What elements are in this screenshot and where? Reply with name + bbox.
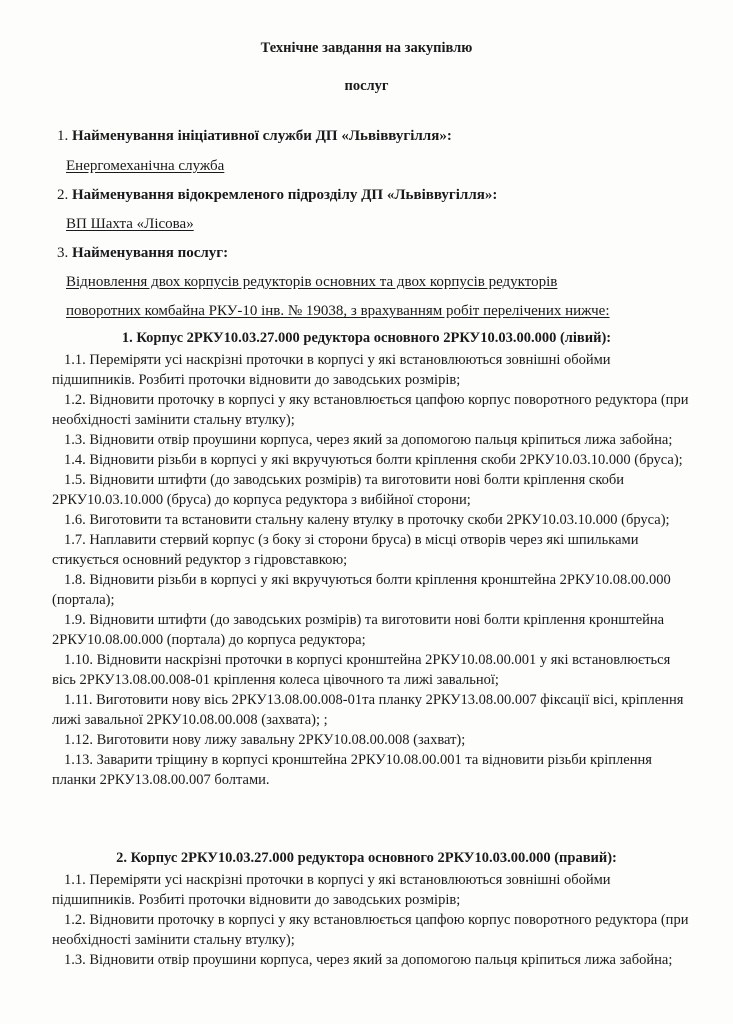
- part-2-item-1-3: 1.3. Відновити отвір проушини корпуса, через який за допомогою пальця кріпиться лижа забойна;: [64, 952, 673, 968]
- section-3-number: 3.: [57, 245, 69, 261]
- section-1-label: Найменування ініціативної служби ДП «Львіввугілля»:: [72, 128, 452, 144]
- section-1-value: Енергомеханічна служба: [66, 158, 225, 174]
- part-1-item-1-6: 1.6. Виготовити та встановити стальну калену втулку в проточку скоби 2РКУ10.03.10.000 (бруса);: [64, 512, 670, 528]
- part-1-item-1-1: 1.1. Переміряти усі наскрізні проточки в корпусі у які встановлюються зовнішні обойми підшипників. Розбиті проточки відновити до заводських розмірів;: [52, 352, 611, 388]
- section-2-number: 2.: [57, 187, 69, 203]
- part-1-item-1-2: 1.2. Відновити проточку в корпусі у яку встановлюється цапфою корпус поворотного редуктора (при необхідності замінити стальну втулку);: [52, 392, 689, 428]
- section-3-value-line-1: Відновлення двох корпусів редукторів основних та двох корпусів редукторів: [66, 274, 558, 290]
- section-2-value: ВП Шахта «Лісова»: [66, 216, 194, 232]
- section-2-label: Найменування відокремленого підрозділу ДП «Львіввугілля»:: [72, 187, 498, 203]
- part-2-item-1-2: 1.2. Відновити проточку в корпусі у яку встановлюється цапфою корпус поворотного редуктора (при необхідності замінити стальну втулку);: [52, 912, 689, 948]
- part-1-heading: 1. Корпус 2РКУ10.03.27.000 редуктора основного 2РКУ10.03.00.000 (лівий):: [121, 330, 612, 346]
- part-2-items: [52, 870, 692, 970]
- document-subtitle: послуг: [344, 78, 389, 94]
- part-2-item-1-1: 1.1. Переміряти усі наскрізні проточки в корпусі у які встановлюються зовнішні обойми підшипників. Розбиті проточки відновити до заводських розмірів;: [52, 872, 611, 908]
- document-title: Технічне завдання на закупівлю: [260, 40, 473, 56]
- section-1-number: 1.: [57, 128, 69, 144]
- part-1-item-1-9: 1.9. Відновити штифти (до заводських розмірів) та виготовити нові болти кріплення кронштейна 2РКУ10.08.00.000 (портала) до корпуса редуктора;: [52, 612, 665, 648]
- part-1-item-1-12: 1.12. Виготовити нову лижу завальну 2РКУ10.08.00.008 (захват);: [64, 732, 466, 748]
- part-1-item-1-8: 1.8. Відновити різьби в корпусі у які вкручуються болти кріплення кронштейна 2РКУ10.08.00.000 (портала);: [52, 572, 671, 608]
- part-1-item-1-11: 1.11. Виготовити нову вісь 2РКУ13.08.00.008-01та планку 2РКУ13.08.00.007 фіксації вісі, кріплення лижі завальної 2РКУ10.08.00.008 (захвата); ;: [52, 692, 684, 728]
- section-3-label: Найменування послуг:: [72, 245, 229, 261]
- part-1-item-1-4: 1.4. Відновити різьби в корпусі у які вкручуються болти кріплення скоби 2РКУ10.03.10.000 (бруса);: [64, 452, 683, 468]
- section-3-value-line-2: поворотних комбайна РКУ-10 інв. № 19038, з врахуванням робіт перелічених нижче:: [66, 303, 610, 319]
- part-1-item-1-13: 1.13. Заварити тріщину в корпусі кронштейна 2РКУ10.08.00.001 та відновити різьби кріплення планки 2РКУ13.08.00.007 болтами.: [52, 752, 652, 788]
- section-1-heading: [57, 128, 452, 145]
- part-1-item-1-10: 1.10. Відновити наскрізні проточки в корпусі кронштейна 2РКУ10.08.00.001 у які встановлюється вісь 2РКУ13.08.00.008-01 кріплення колеса цівочного та лижі завальної;: [52, 652, 671, 688]
- section-2-heading: [57, 187, 497, 204]
- part-1-item-1-7: 1.7. Наплавити стервий корпус (з боку зі сторони бруса) в місці отворів через які шпильками стикується основний редуктор з гідровставкою;: [52, 532, 639, 568]
- part-1-item-1-5: 1.5. Відновити штифти (до заводських розмірів) та виготовити нові болти кріплення скоби 2РКУ10.03.10.000 (бруса) до корпуса редуктора з вибійної сторони;: [52, 472, 625, 508]
- part-1-item-1-3: 1.3. Відновити отвір проушини корпуса, через який за допомогою пальця кріпиться лижа забойна;: [64, 432, 673, 448]
- part-2-heading: 2. Корпус 2РКУ10.03.27.000 редуктора основного 2РКУ10.03.00.000 (правий):: [116, 850, 617, 866]
- part-1-items: [52, 350, 692, 790]
- section-3-heading: [57, 245, 228, 262]
